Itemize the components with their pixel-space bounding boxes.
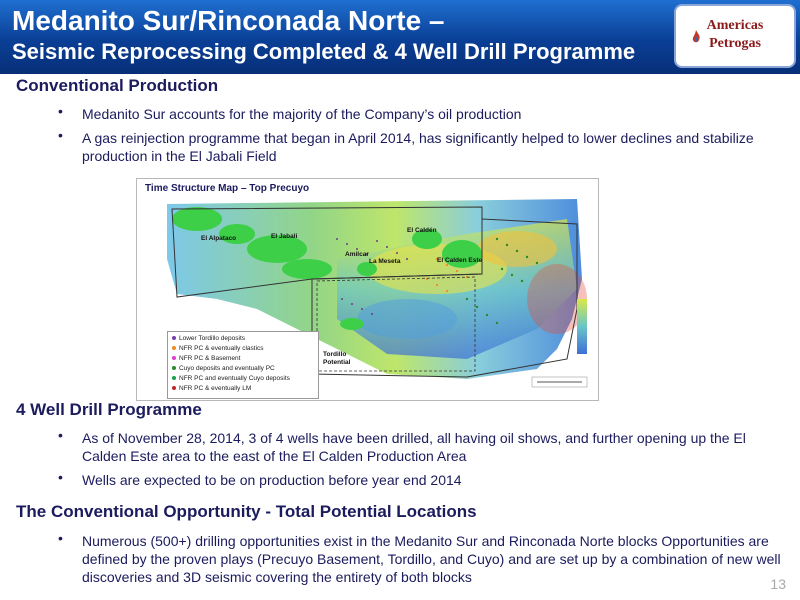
- map-label-tordillo-potential: Tordillo Potential: [323, 351, 351, 366]
- legend-swatch: [172, 346, 176, 350]
- legend-swatch: [172, 356, 176, 360]
- map-label-el-calden-este: El Calden Este: [437, 257, 483, 264]
- bullet-text: Numerous (500+) drilling opportunities exist in the Medanito Sur and Rinconada Norte blocks Opportunities are defined by the proven plays (Precuyo Basement, Tordillo, and Cuyo) and are set up by a combination of new well discoveries and 3D seismic covering the entirety of both blocks: [82, 533, 781, 585]
- map-legend: [167, 331, 319, 399]
- legend-item: [172, 335, 245, 342]
- legend-label: NFR PC & Basement: [179, 355, 241, 362]
- bullet-text: Wells are expected to be on production before year end 2014: [82, 472, 462, 488]
- slide-title-line2: Seismic Reprocessing Completed & 4 Well Drill Programme: [12, 39, 636, 64]
- bullet-text: As of November 28, 2014, 3 of 4 wells have been drilled, all having oil shows, and further opening up the El Calden Este area to the east of the El Calden Production Area: [82, 430, 746, 464]
- legend-item: [172, 385, 251, 392]
- legend-label: NFR PC & eventually LM: [179, 385, 252, 392]
- title-banner: [0, 0, 800, 74]
- legend-label: Cuyo deposits and eventually PC: [179, 365, 275, 372]
- map-title: Time Structure Map – Top Precuyo: [145, 183, 310, 194]
- bullet-marker: •: [58, 127, 63, 143]
- legend-swatch: [172, 386, 176, 390]
- legend-item: [172, 375, 290, 382]
- legend-label: NFR PC & eventually clastics: [179, 345, 264, 352]
- map-label-el-jabali: El Jabali: [271, 233, 298, 240]
- legend-item: [172, 345, 264, 352]
- map-label-amilcar: Amilcar: [345, 251, 369, 258]
- bullet-marker: •: [58, 469, 63, 485]
- legend-label: NFR PC and eventually Cuyo deposits: [179, 375, 290, 382]
- americas-petrogas-logo: [674, 4, 796, 68]
- heading-conventional-opportunity: The Conventional Opportunity - Total Potential Locations: [16, 502, 477, 521]
- heading-conventional-production: Conventional Production: [16, 76, 219, 95]
- bullet-text: Medanito Sur accounts for the majority of the Company’s oil production: [82, 106, 522, 122]
- bullet-marker: •: [58, 530, 63, 546]
- legend-item: [172, 365, 275, 372]
- page-number: 13: [770, 576, 786, 592]
- map-label-el-calden: El Caldén: [407, 227, 437, 234]
- bullet-marker: •: [58, 427, 63, 443]
- map-label-el-alpataco: El Alpataco: [201, 235, 237, 242]
- legend-item: [172, 355, 240, 362]
- legend-swatch: [172, 336, 176, 340]
- logo-line2: Petrogas: [709, 36, 761, 51]
- bullet-text: A gas reinjection programme that began in April 2014, has significantly helped to lower declines and stabilize production in the El Jabali Field: [82, 130, 754, 164]
- legend-label: Lower Tordillo deposits: [179, 335, 245, 342]
- bullet-marker: •: [58, 103, 63, 119]
- map-label-la-meseta: La Meseta: [369, 258, 401, 265]
- legend-swatch: [172, 366, 176, 370]
- slide-title-line1: Medanito Sur/Rinconada Norte –: [12, 5, 445, 36]
- heading-drill-programme: 4 Well Drill Programme: [16, 400, 202, 419]
- legend-swatch: [172, 376, 176, 380]
- logo-line1: Americas: [706, 18, 764, 33]
- time-structure-map: [136, 178, 599, 401]
